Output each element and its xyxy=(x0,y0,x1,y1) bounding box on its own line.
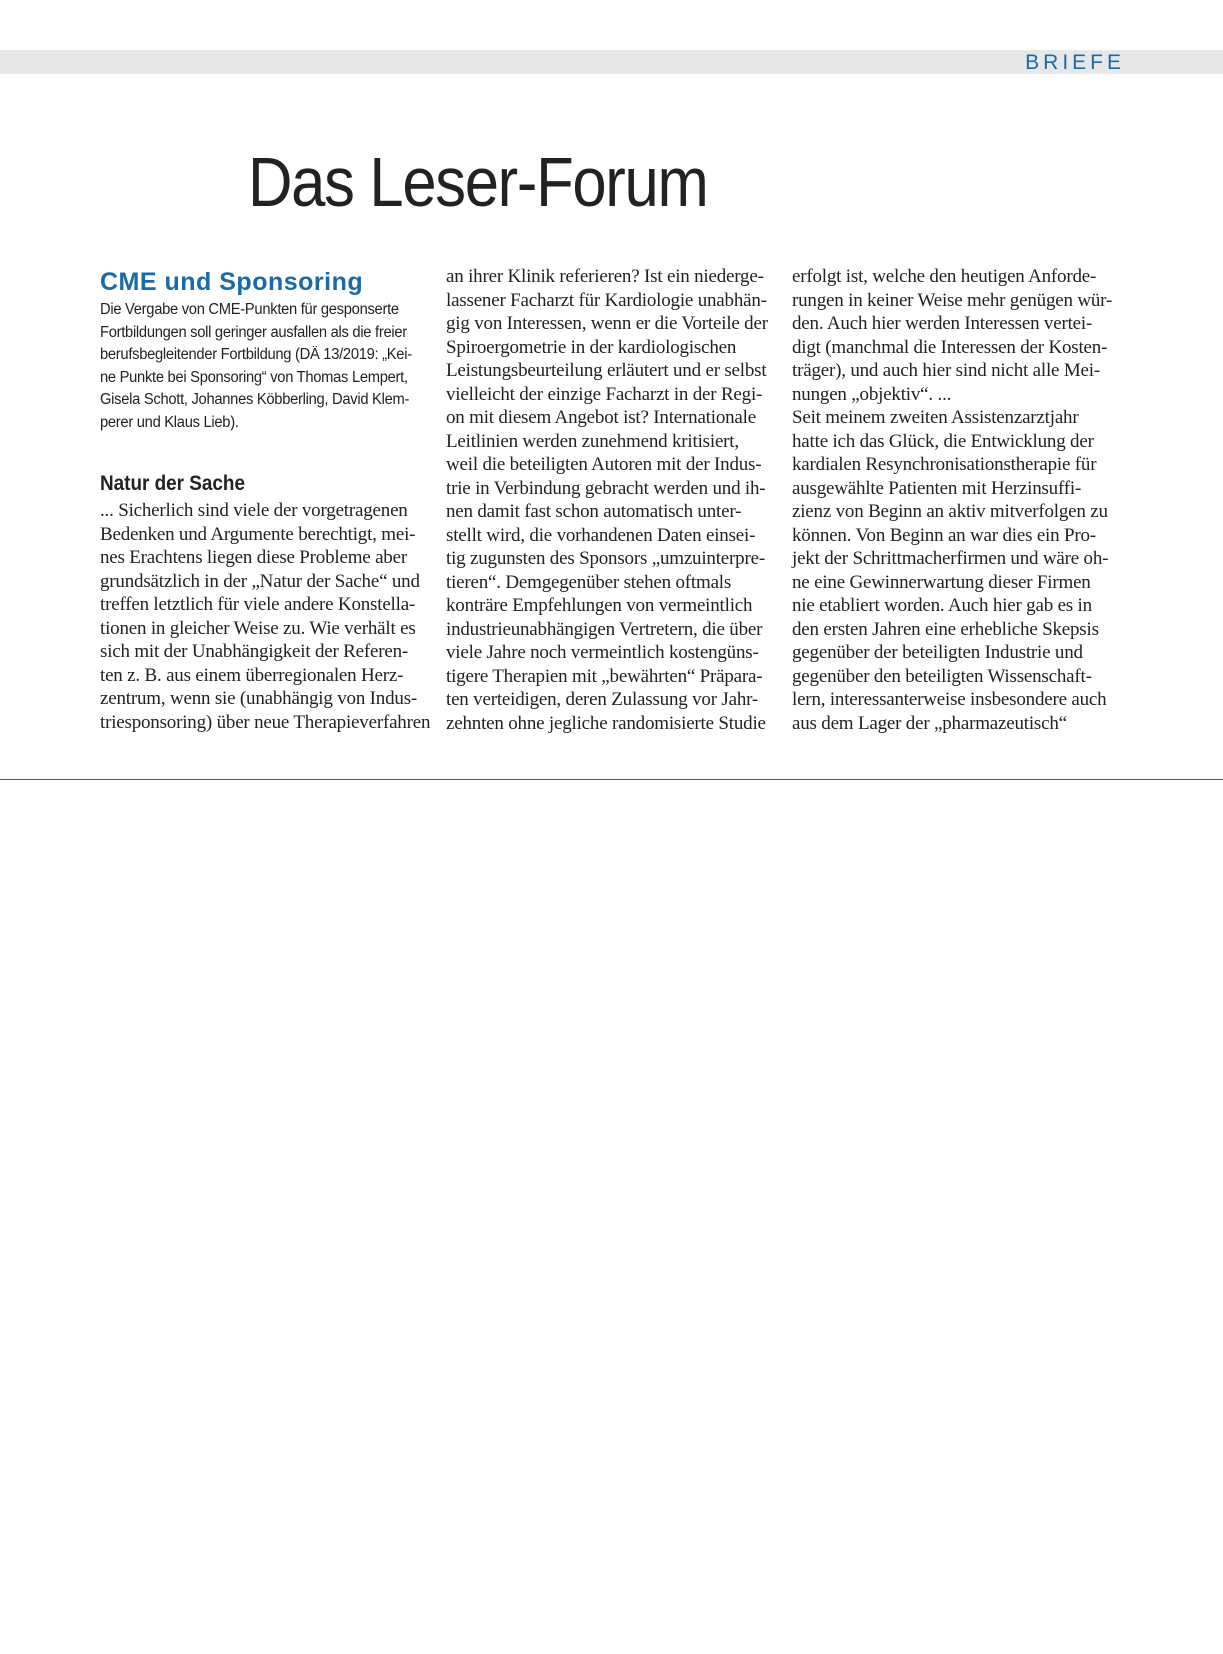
body-line: zentrum, wenn sie (unabhängig von Indus- xyxy=(100,688,418,709)
bottom-rule xyxy=(0,779,1223,780)
body-line: den ersten Jahren eine erhebliche Skepsis xyxy=(792,618,1099,640)
body-line: tigere Therapien mit „bewährten“ Präpara- xyxy=(446,665,763,687)
body-line: gig von Interessen, wenn er die Vorteile der xyxy=(446,313,768,334)
body-line: gegenüber der beteiligten Industrie und xyxy=(792,642,1083,663)
body-line: Leitlinien werden zunehmend kritisiert, xyxy=(446,430,739,452)
body-line: nie etabliert worden. Auch hier gab es in xyxy=(792,595,1092,616)
body-line: zehnten ohne jegliche randomisierte Studie xyxy=(446,712,766,734)
body-line: digt (manchmal die Interessen der Kosten- xyxy=(792,336,1108,358)
section-label: BRIEFE xyxy=(1025,51,1125,74)
body-line: gegenüber den beteiligten Wissenschaft- xyxy=(792,665,1092,687)
body-line: nen damit fast schon automatisch unter- xyxy=(446,501,742,522)
body-line: ausgewählte Patienten mit Herzinsuffi- xyxy=(792,477,1082,499)
column-2 xyxy=(446,265,781,735)
body-line: erfolgt ist, welche den heutigen Anforde- xyxy=(792,266,1097,287)
body-line: den. Auch hier werden Interessen vertei- xyxy=(792,313,1093,334)
body-line: stellt wird, die vorhandenen Daten einsei- xyxy=(446,524,756,546)
body-line: lassener Facharzt für Kardiologie unabhän- xyxy=(446,289,767,311)
body-line: lern, interessanterweise insbesondere auch xyxy=(792,689,1107,710)
letter-title: CME und Sponsoring xyxy=(100,268,364,296)
intro-line: perer und Klaus Lieb). xyxy=(100,413,239,431)
column-1 xyxy=(100,265,435,734)
intro-line: Die Vergabe von CME-Punkten für gesponserte xyxy=(100,301,399,318)
body-line: Bedenken und Argumente berechtigt, mei- xyxy=(100,523,416,545)
body-line: vielleicht der einzige Facharzt in der Regi- xyxy=(446,383,763,405)
intro-line: ne Punkte bei Sponsoring“ von Thomas Lempert, xyxy=(100,368,408,386)
intro-line: berufsbegleitender Fortbildung (DÄ 13/2019: „Kei- xyxy=(100,346,412,363)
body-line: können. Von Beginn an war dies ein Pro- xyxy=(792,524,1096,546)
body-line: triesponsoring) über neue Therapieverfahren xyxy=(100,711,431,733)
body-line: grundsätzlich in der „Natur der Sache“ und xyxy=(100,570,420,592)
body-line: an ihrer Klinik referieren? Ist ein niederge- xyxy=(446,266,764,287)
body-line: industrieunabhängigen Vertretern, die über xyxy=(446,618,763,640)
column-1-body xyxy=(100,499,435,734)
intro-line: Gisela Schott, Johannes Köbberling, David Klem- xyxy=(100,391,410,408)
body-line: Seit meinem zweiten Assistenzarztjahr xyxy=(792,407,1079,428)
body-line: viele Jahre noch vermeintlich kostengüns- xyxy=(446,642,759,663)
page-title: Das Leser-Forum xyxy=(248,143,708,221)
body-line: rungen in keiner Weise mehr genügen wür- xyxy=(792,289,1113,311)
body-line: tieren“. Demgegenüber stehen oftmals xyxy=(446,571,732,593)
body-line: aus dem Lager der „pharmazeutisch“ xyxy=(792,712,1067,734)
body-line: treffen letztlich für viele andere Konstella- xyxy=(100,594,416,615)
body-line: Leistungsbeurteilung erläutert und er selbst xyxy=(446,360,767,381)
body-line: ten z. B. aus einem überregionalen Herz- xyxy=(100,664,404,686)
body-line: kardialen Resynchronisationstherapie für xyxy=(792,454,1097,475)
body-line: nungen „objektiv“. ... xyxy=(792,383,952,405)
body-line: trie in Verbindung gebracht werden und ih- xyxy=(446,477,766,499)
letter-subhead: Natur der Sache xyxy=(100,472,245,495)
body-line: nes Erachtens liegen diese Probleme aber xyxy=(100,547,407,568)
body-line: ten verteidigen, deren Zulassung vor Jahr- xyxy=(446,689,759,710)
body-line: ... Sicherlich sind viele der vorgetragenen xyxy=(100,500,408,521)
body-line: ne eine Gewinnerwartung dieser Firmen xyxy=(792,571,1091,593)
body-line: Spiroergometrie in der kardiologischen xyxy=(446,336,737,358)
body-line: konträre Empfehlungen von vermeintlich xyxy=(446,595,753,616)
intro-line: Fortbildungen soll geringer ausfallen als die freier xyxy=(100,323,407,341)
column-3 xyxy=(792,265,1127,735)
letter-intro xyxy=(100,299,435,434)
body-line: tig zugunsten des Sponsors „umzuinterpre- xyxy=(446,548,765,569)
body-line: weil die beteiligten Autoren mit der Indus- xyxy=(446,454,762,475)
body-line: zienz von Beginn an aktiv mitverfolgen zu xyxy=(792,501,1108,522)
body-line: jekt der Schrittmacherfirmen und wäre oh- xyxy=(792,548,1109,569)
body-line: on mit diesem Angebot ist? Internationale xyxy=(446,407,756,428)
body-line: hatte ich das Glück, die Entwicklung der xyxy=(792,430,1094,452)
body-line: träger), und auch hier sind nicht alle Mei- xyxy=(792,360,1100,381)
body-line: tionen in gleicher Weise zu. Wie verhält es xyxy=(100,617,416,639)
body-line: sich mit der Unabhängigkeit der Referen- xyxy=(100,641,409,662)
